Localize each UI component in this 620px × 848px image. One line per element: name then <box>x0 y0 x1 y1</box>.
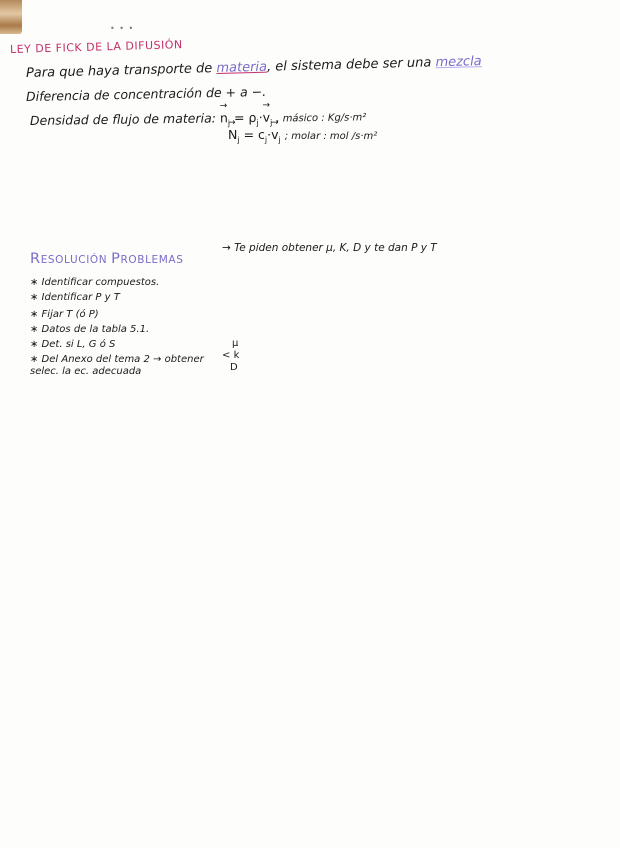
highlight-materia: materia <box>216 59 268 77</box>
note-line-4: → $N_j = c_j\cdot\to v_j$ ; molar : mol /s·m² <box>228 127 377 145</box>
density-label: Densidad de flujo de materia: <box>29 110 217 128</box>
list-item: selec. la ec. adecuada <box>30 366 142 377</box>
molar-flux-units: ; molar : mol /s·m² <box>284 131 378 142</box>
mass-flux-units: , másico : Kg/s·m² <box>276 112 367 125</box>
brace-mu: μ <box>232 338 239 349</box>
section-title-fick: LEY DE FICK DE LA DIFUSIÓN <box>9 38 183 56</box>
resolucion-arrow-text: → Te piden obtener μ, K, D y te dan P y T <box>222 242 437 254</box>
page-dots: • • • <box>110 24 135 33</box>
list-item: ∗ Datos de la tabla 5.1. <box>30 324 150 335</box>
note-line-1-part-a: Para que haya transporte de <box>25 61 213 81</box>
list-item: ∗ Fijar T (ó P) <box>30 309 99 320</box>
list-item: ∗ Identificar P y T <box>30 292 120 303</box>
note-line-2: Diferencia de concentración de + a −. <box>25 83 267 104</box>
tape-strip <box>0 0 22 34</box>
note-line-1 <box>26 54 482 81</box>
section-title-resolucion: RESOLUCIÓN PROBLEMAS <box>30 251 184 267</box>
brace-k: k <box>233 350 240 361</box>
list-item: ∗ Identificar compuestos. <box>30 277 160 288</box>
list-item: ∗ Det. si L, G ó S <box>30 339 116 350</box>
brace-symbol: < k <box>222 350 240 361</box>
note-line-1-part-b: , el sistema debe ser una <box>266 55 432 75</box>
brace-outputs <box>222 338 239 374</box>
vector-v-molar: → v <box>271 127 278 142</box>
brace-d: D <box>230 362 238 373</box>
vector-v: → v <box>263 110 271 125</box>
list-item: ∗ Del Anexo del tema 2 → obtener <box>30 354 204 365</box>
mass-flux-equation: → $n_j = \rho_j\cdot\to v_j$ <box>220 110 277 126</box>
vector-N: → N <box>228 127 237 142</box>
vector-n: → n <box>220 110 228 125</box>
highlight-mezcla: mezcla <box>435 54 482 71</box>
